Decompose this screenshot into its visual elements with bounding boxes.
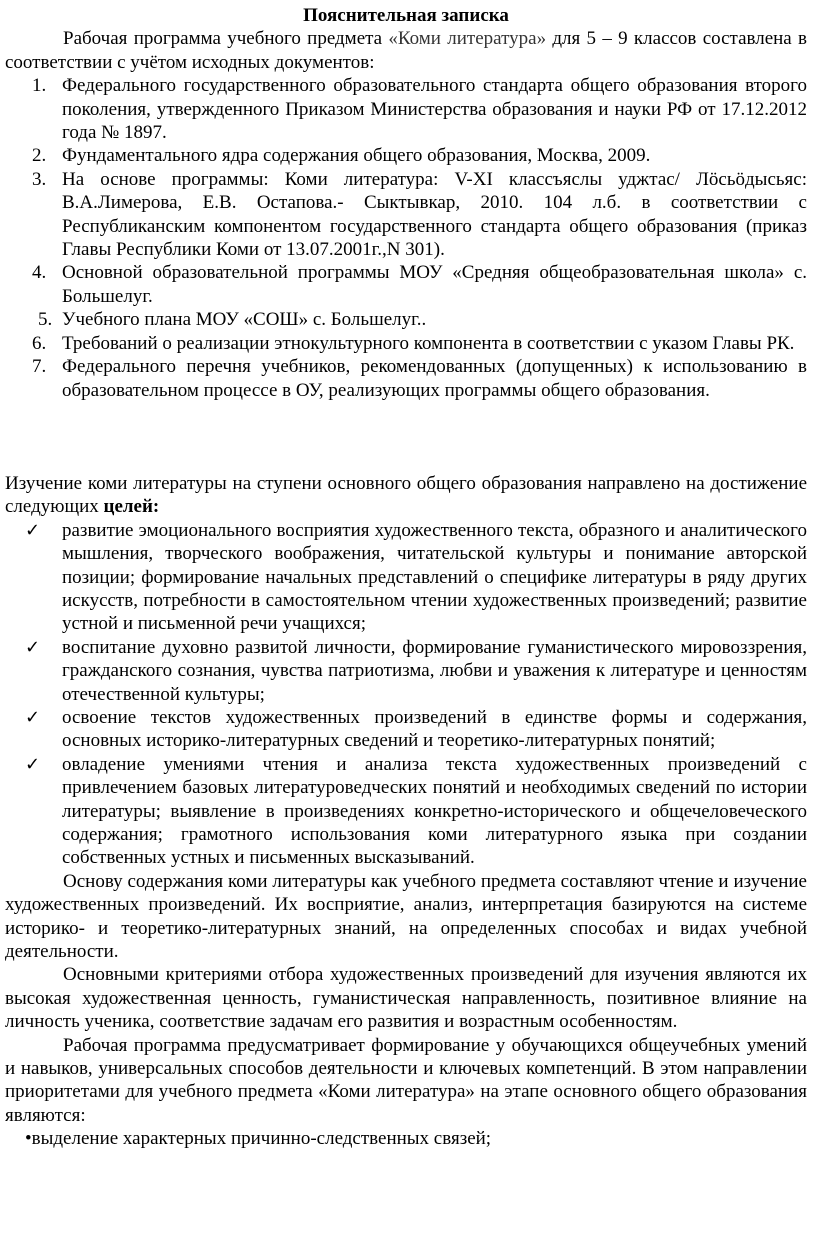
list-item <box>5 308 807 331</box>
body-paragraph: Основными критериями отбора художественных произведений для изучения являются их высокая художественная ценность, гуманистическая направленность, позитивное влияние на личность ученика, соответствие задачам его развития и возрастным особенностям. <box>5 964 807 1033</box>
goal-text: овладение умениями чтения и анализа текста художественных произведений с привлечением базовых литературоведческих понятий и необходимых сведений по истории литературы; выявление в произведениях конкретно-исторического и общечеловеческого содержания; грамотного использования коми литературного языка при создании собственных устных и письменных высказываний. <box>62 753 807 869</box>
goal-text: воспитание духовно развитой личности, формирование гуманистического мировоззрения, гражданского сознания, чувства патриотизма, любви и уважения к литературе и ценностям отечественной культуры; <box>62 636 807 705</box>
list-item <box>5 355 807 402</box>
list-number: 5. <box>38 309 53 331</box>
list-item <box>5 753 807 870</box>
list-item <box>5 261 807 308</box>
goals-intro-bold: целей: <box>103 496 160 518</box>
list-number: 2. <box>32 145 47 167</box>
list-text: На основе программы: Коми литература: V-XI классъяслы уджтас/ Лӧсьӧдысьяс: В.А.Лимерова, Е.В. Остапова.- Сыктывкар, 2010. 104 л.б. в соответствии с Республиканским компонентом государственного стандарта общего образования (приказ Главы Республики Коми от 13.07.2001г.,N 301). <box>62 168 807 261</box>
goal-text: освоение текстов художественных произведений в единстве формы и содержания, основных историко-литературных сведений и теоретико-литературных понятий; <box>62 706 807 752</box>
list-item <box>5 332 807 355</box>
list-text: Учебного плана МОУ «СОШ» с. Большелуг.. <box>62 309 427 331</box>
section-gap <box>5 402 807 472</box>
body-paragraph: Основу содержания коми литературы как учебного предмета составляют чтение и изучение художественных произведений. Их восприятие, анализ, интерпретация базируются на системе историко- и теоретико-литературных знаний, на определенных способах и видах учебной деятельности. <box>5 870 807 963</box>
body-paragraph: Рабочая программа предусматривает формирование у обучающихся общеучебных умений и навыков, универсальных способов деятельности и ключевых компетенций. В этом направлении приоритетами для учебного предмета «Коми литература» на этапе основного общего образования являются: <box>5 1034 807 1126</box>
intro-before: Рабочая программа учебного предмета <box>63 28 389 50</box>
list-item <box>5 706 807 753</box>
list-text: Федерального перечня учебников, рекомендованных (допущенных) к использованию в образовательном процессе в ОУ, реализующих программы общего образования. <box>62 356 807 401</box>
list-number: 3. <box>32 168 47 190</box>
bullet-line: •выделение характерных причинно-следственных связей; <box>25 1128 492 1150</box>
goals-list <box>5 519 807 870</box>
list-item <box>5 519 807 636</box>
list-text: Требований о реализации этнокультурного компонента в соответствии с указом Главы РК. <box>62 332 795 354</box>
list-item <box>5 168 807 262</box>
goals-intro-text: Изучение коми литературы на ступени основного общего образования направлено на достижение следующих <box>5 472 807 518</box>
list-number: 1. <box>32 75 47 97</box>
checkmark-icon: ✓ <box>25 706 41 728</box>
goals-intro <box>5 472 807 519</box>
list-item <box>5 74 807 144</box>
checkmark-icon: ✓ <box>25 753 41 775</box>
document-title: Пояснительная записка <box>303 5 509 26</box>
list-text: Фундаментального ядра содержания общего образования, Москва, 2009. <box>62 145 651 167</box>
intro-subject: «Коми литература» <box>388 28 547 50</box>
checkmark-icon: ✓ <box>25 636 41 658</box>
list-text: Основной образовательной программы МОУ «Средняя общеобразовательная школа» с. Большелуг. <box>62 262 807 307</box>
sources-list <box>5 74 807 402</box>
list-number: 6. <box>32 332 47 354</box>
list-number: 4. <box>32 262 47 284</box>
checkmark-icon: ✓ <box>25 519 41 541</box>
list-item <box>5 144 807 167</box>
goal-text: развитие эмоционального восприятия художественного текста, образного и аналитического мышления, творческого воображения, читательской культуры и понимание авторской позиции; формирование начальных представлений о специфике литературы в ряду других искусств, потребности в самостоятельном чтении художественных произведений; развитие устной и письменной речи учащихся; <box>62 519 807 635</box>
list-number: 7. <box>32 356 47 378</box>
intro-paragraph <box>5 27 807 74</box>
list-item <box>5 636 807 706</box>
list-text: Федерального государственного образовательного стандарта общего образования второго поколения, утвержденного Приказом Министерства образования и науки РФ от 17.12.2012 года № 1897. <box>62 75 807 144</box>
intro-after: для 5 – 9 классов составлена в соответствии с учётом исходных документов: <box>5 28 808 73</box>
